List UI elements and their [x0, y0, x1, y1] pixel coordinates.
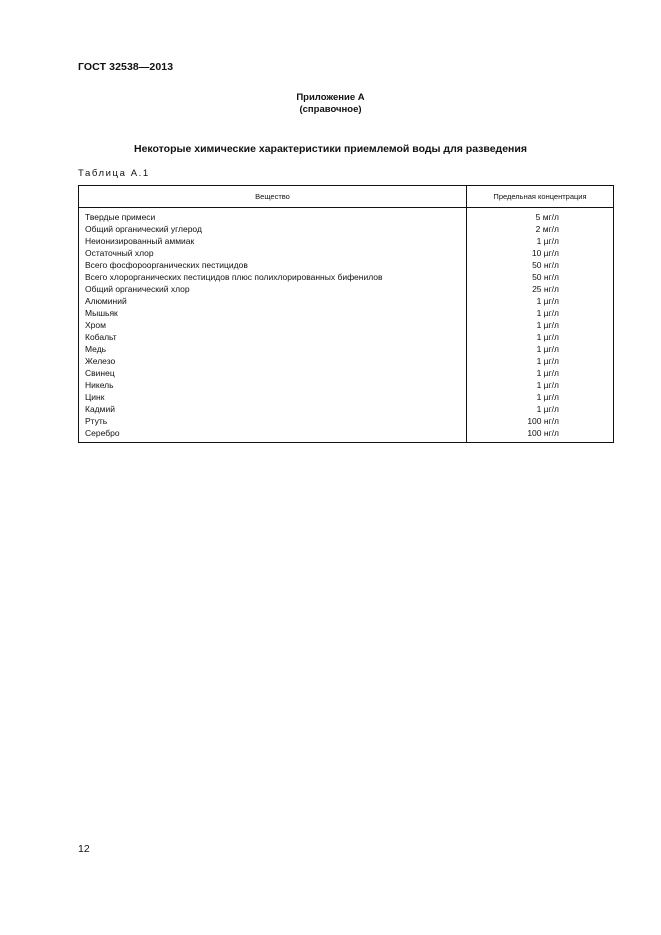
substance-name: Всего хлорорганических пестицидов плюс полихлорированных бифенилов	[85, 272, 383, 282]
concentration-value: 10 µг/л	[531, 248, 559, 258]
concentration-value: 1 µг/л	[536, 296, 559, 306]
table-row	[79, 211, 613, 223]
substance-name: Неионизированный аммиак	[85, 236, 195, 246]
concentration-value: 1 µг/л	[536, 236, 559, 246]
substance-name: Никель	[85, 380, 114, 390]
table-row	[79, 415, 613, 427]
table-row	[79, 391, 613, 403]
substance-name: Серебро	[85, 428, 120, 438]
concentration-value: 1 µг/л	[536, 308, 559, 318]
column-header-substance: Вещество	[255, 192, 290, 201]
table-row	[79, 427, 613, 439]
substance-name: Кадмий	[85, 404, 115, 414]
substance-name: Алюминий	[85, 296, 127, 306]
substance-name: Свинец	[85, 368, 115, 378]
substance-name: Ртуть	[85, 416, 108, 426]
substance-name: Твердые примеси	[85, 212, 156, 222]
table-body	[79, 211, 613, 439]
appendix-title: Приложение А	[296, 92, 365, 103]
table-row	[79, 235, 613, 247]
table-row	[79, 379, 613, 391]
table-row	[79, 223, 613, 235]
concentration-value: 1 µг/л	[536, 344, 559, 354]
substance-name: Мышьяк	[85, 308, 118, 318]
table-row	[79, 367, 613, 379]
concentration-value: 1 µг/л	[536, 356, 559, 366]
substance-name: Всего фосфороорганических пестицидов	[85, 260, 248, 270]
page-number: 12	[78, 843, 90, 855]
table-row	[79, 259, 613, 271]
concentration-value: 2 мг/л	[535, 224, 559, 234]
table-row	[79, 247, 613, 259]
section-title: Некоторые химические характеристики приемлемой воды для разведения	[133, 143, 527, 155]
table-row	[79, 295, 613, 307]
column-header-concentration: Предельная концентрация	[493, 192, 587, 201]
table-row	[79, 307, 613, 319]
concentration-value: 1 µг/л	[536, 332, 559, 342]
substance-name: Медь	[85, 344, 107, 354]
concentration-value: 1 µг/л	[536, 368, 559, 378]
substance-name: Общий органический углерод	[85, 224, 202, 234]
concentration-value: 50 нг/л	[532, 272, 559, 282]
substance-name: Цинк	[85, 392, 105, 402]
appendix-subtitle: (справочное)	[299, 104, 362, 115]
table-row	[79, 331, 613, 343]
substance-name: Хром	[85, 320, 106, 330]
concentration-value: 50 нг/л	[532, 260, 559, 270]
concentration-value: 100 нг/л	[527, 416, 559, 426]
concentration-value: 1 µг/л	[536, 320, 559, 330]
concentration-value: 25 нг/л	[532, 284, 559, 294]
substance-name: Железо	[85, 356, 116, 366]
data-table	[78, 185, 614, 443]
substance-name: Общий органический хлор	[85, 284, 190, 294]
table-row	[79, 355, 613, 367]
appendix-heading	[0, 92, 661, 116]
table-label: Таблица А.1	[78, 168, 150, 179]
header-divider	[79, 207, 613, 208]
table-row	[79, 343, 613, 355]
table-row	[79, 283, 613, 295]
concentration-value: 5 мг/л	[535, 212, 559, 222]
substance-name: Кобальт	[85, 332, 117, 342]
concentration-value: 1 µг/л	[536, 404, 559, 414]
concentration-value: 1 µг/л	[536, 380, 559, 390]
table-row	[79, 403, 613, 415]
concentration-value: 100 нг/л	[527, 428, 559, 438]
concentration-value: 1 µг/л	[536, 392, 559, 402]
substance-name: Остаточный хлор	[85, 248, 154, 258]
document-code: ГОСТ 32538—2013	[78, 61, 174, 73]
table-row	[79, 319, 613, 331]
table-row	[79, 271, 613, 283]
